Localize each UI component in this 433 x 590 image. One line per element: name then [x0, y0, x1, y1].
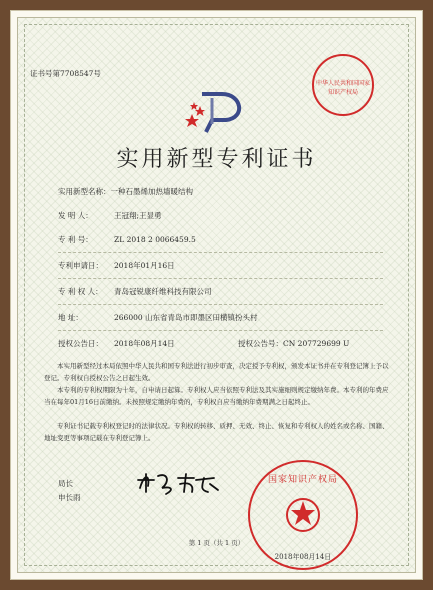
director-title: 局长: [58, 479, 73, 488]
patent-logo-icon: [184, 84, 254, 134]
paragraph-3: 专利证书记载专利权登记时的法律状况。专利权的转移、质押、无效、终止、恢复和专利权人的姓名或名称、国籍、地址变更等事项记载在专利登记簿上。: [44, 422, 389, 442]
seal-date: 2018年08月14日: [274, 553, 332, 561]
field-address-value: 266000 山东省青岛市即墨区田横镇扮头村: [114, 313, 258, 322]
field-grant-date-value: 2018年08月14日: [114, 339, 175, 348]
field-patent-no-label: 专 利 号：: [58, 235, 93, 244]
field-apply-date-value: 2018年01月16日: [114, 261, 175, 270]
field-grant-no-label: 授权公告号：: [238, 339, 283, 348]
field-owner-label: 专 利 权 人：: [58, 287, 103, 296]
field-address-label: 地 址：: [58, 313, 83, 322]
page-title: 实用新型专利证书: [116, 147, 317, 172]
divider: [58, 304, 383, 305]
page-footer: 第 1 页（共 1 页）: [188, 539, 245, 547]
field-grant-date-label: 授权公告日：: [58, 339, 103, 348]
field-name-label: 实用新型名称：: [58, 187, 111, 196]
certificate-number: 证书号第7708547号: [30, 69, 101, 78]
divider: [58, 278, 383, 279]
field-inventor: [58, 210, 162, 221]
divider: [58, 330, 383, 331]
field-apply-date: [58, 260, 175, 271]
field-inventor-value: 王冠翔;王显勇: [114, 211, 162, 220]
official-seal: [248, 460, 358, 570]
paragraph-2: 本专利的专利权期限为十年，自申请日起算。专利权人应当依照专利法及其实施细则规定缴纳年费。本专利的年费应当在每年01月16日前缴纳。未按照规定缴纳年费的，专利权自应当缴纳年费期满之日起终止。: [44, 386, 389, 406]
field-owner-value: 青岛冠锐康纤维科技有限公司: [114, 287, 212, 296]
field-patent-no: [58, 234, 196, 245]
field-grant-no: [238, 338, 349, 349]
field-address: [58, 312, 258, 323]
field-apply-date-label: 专利申请日：: [58, 261, 103, 270]
field-grant-date: [58, 338, 175, 349]
seal-text: 国家知识产权局: [267, 475, 338, 485]
signature-icon: [134, 470, 224, 496]
top-seal-text: 中华人民共和国国家知识产权局: [315, 80, 370, 96]
field-grant-no-value: CN 207729699 U: [283, 339, 350, 348]
field-owner: [58, 286, 212, 297]
handwritten-signature: [134, 470, 224, 496]
paragraph-1: 本实用新型经过本局依照中华人民共和国专利法进行初步审查，决定授予专利权，颁发本证书并在专利登记簿上予以登记。专利权自授权公告之日起生效。: [44, 362, 389, 382]
field-name-value: 一种石墨烯加热墙暖结构: [110, 187, 193, 196]
field-inventor-label: 发 明 人：: [58, 211, 93, 220]
national-emblem-icon: [283, 495, 323, 535]
top-seal: [312, 54, 374, 116]
field-name: [58, 186, 193, 197]
divider: [58, 252, 383, 253]
field-patent-no-value: ZL 2018 2 0066459.5: [114, 235, 196, 244]
director-name: 申长雨: [58, 493, 81, 502]
